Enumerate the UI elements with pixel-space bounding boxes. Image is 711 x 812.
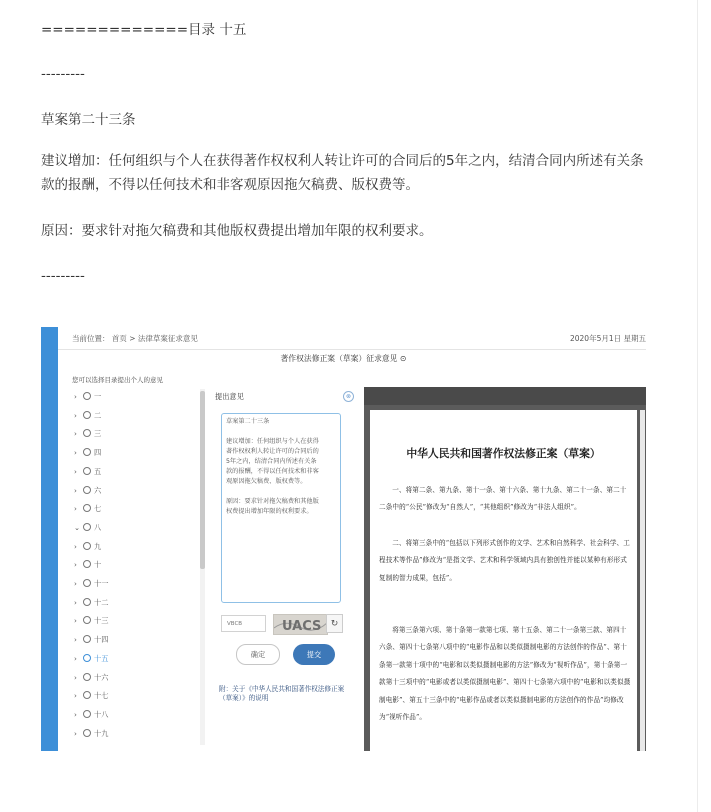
comment-icon	[83, 654, 91, 662]
tree-item[interactable]	[74, 710, 108, 720]
viewer-toolbar	[364, 387, 646, 405]
comment-icon	[83, 429, 91, 437]
chevron-right-icon[interactable]: ›	[74, 392, 77, 401]
top-bar	[58, 327, 646, 350]
suggestion-paragraph: 建议增加：任何组织与个人在获得著作权权利人转让许可的合同后的5年之内，结清合同内所述有关条款的报酬，不得以任何技术和非客观原因拖欠稿费、版权费等。	[41, 153, 644, 193]
chevron-right-icon[interactable]: ›	[74, 709, 77, 719]
doc-paragraph-3: 将第三条第六项、第十条第一款第七项、第十五条、第二十一条第三款、第四十六条、第四十七条第八项中的“电影作品和以类似摄制电影的方法创作的作品”、第十条第一款第十项中的“电影和以类似摄制电影的方法”修改为“视听作品”，第十条第一款第十三项中的“电影或者以类似摄制电影”、第四十七条第六项中的“电影和以类似摄制电影”、第五十三条中的“电影作品或者以类似摄制电影的方法创作的作品”均修改为“视听作品”。	[379, 626, 631, 722]
comment-icon	[83, 560, 91, 568]
tree-item-label: 十	[94, 560, 102, 570]
captcha-image	[273, 614, 328, 635]
comment-icon	[83, 392, 91, 400]
tree-item[interactable]	[74, 579, 108, 589]
tree-item[interactable]	[74, 635, 108, 645]
select-hint: 您可以选择目录提出个人的意见	[72, 376, 163, 384]
reason-paragraph: 原因：要求针对拖欠稿费和其他版权费提出增加年限的权利要求。	[41, 223, 433, 239]
tree-item[interactable]	[74, 486, 101, 496]
tree-item-label: 十四	[94, 635, 109, 645]
tree-item-label: 六	[94, 485, 102, 495]
comment-icon	[83, 448, 91, 456]
comment-icon	[83, 504, 91, 512]
tree-item[interactable]	[74, 560, 101, 570]
tree-item[interactable]	[74, 523, 101, 533]
textarea-line: 款的报酬，不得以任何技术和非客	[226, 468, 319, 475]
tree-item-label: 十二	[94, 597, 109, 607]
tree-item[interactable]	[74, 691, 108, 701]
doc-paragraph-1: 一、将第二条、第九条、第十一条、第十六条、第十九条、第二十一条、第二十二条中的“公民”修改为“自然人”，“其他组织”修改为“非法人组织”。	[379, 486, 627, 512]
tree-item[interactable]	[74, 654, 108, 664]
comment-icon	[83, 542, 91, 550]
document-page	[370, 410, 637, 751]
comment-icon	[83, 635, 91, 643]
refresh-icon[interactable]: ↻	[326, 614, 343, 633]
separator-bottom: ---------	[41, 268, 85, 284]
textarea-line: 著作权权利人转让许可的合同后的	[226, 448, 319, 455]
textarea-line	[226, 427, 336, 437]
page-title: 著作权法修正案（草案）征求意见 ⊙	[280, 354, 407, 363]
tree-item[interactable]	[74, 411, 101, 421]
textarea-line: 观原因拖欠稿费、版权费等。	[226, 478, 307, 485]
page-right-border	[697, 0, 698, 812]
tree-item-label: 一	[94, 392, 102, 401]
comment-icon	[83, 467, 91, 475]
tree-item[interactable]	[74, 616, 108, 626]
tree-item-label: 九	[94, 541, 102, 551]
textarea-line: 建议增加：任何组织与个人在获得	[226, 438, 319, 445]
textarea-line: 草案第二十三条	[226, 418, 270, 425]
textarea-line: 5年之内，结清合同内所述有关条	[226, 458, 317, 465]
comment-icon	[83, 729, 91, 737]
textarea-line: 原因：要求针对拖欠稿费和其他版	[226, 498, 319, 505]
chevron-right-icon[interactable]: ›	[74, 691, 77, 701]
breadcrumb[interactable]: 当前位置： 首页 > 法律草案征求意见	[72, 334, 198, 343]
chevron-right-icon[interactable]: ›	[74, 560, 77, 570]
tree-item[interactable]	[74, 504, 101, 514]
tree-item[interactable]	[74, 392, 101, 402]
tree-item-label: 八	[94, 522, 102, 532]
tree-item[interactable]	[74, 448, 101, 458]
comment-icon	[83, 523, 91, 531]
chevron-right-icon[interactable]: ›	[74, 504, 77, 514]
confirm-button[interactable]: 确定	[236, 644, 280, 665]
chevron-right-icon[interactable]: ›	[74, 728, 77, 738]
chapter-tree	[58, 387, 208, 751]
tree-item[interactable]	[74, 467, 101, 477]
tree-item-label: 十五	[94, 653, 109, 663]
chevron-right-icon[interactable]: ›	[74, 429, 77, 439]
captcha-text: UACS	[282, 619, 322, 634]
comment-icon	[83, 710, 91, 718]
chevron-right-icon[interactable]: ›	[74, 579, 77, 588]
chevron-right-icon[interactable]: ›	[74, 541, 77, 551]
chevron-right-icon[interactable]: ›	[74, 485, 77, 495]
section-title: 草案第二十三条	[41, 112, 136, 128]
tree-item[interactable]	[74, 729, 108, 739]
explanation-link[interactable]: 附：关于《中华人民共和国著作权法修正案（草案）》的说明	[219, 685, 345, 702]
doc-paragraph-2: 二、将第三条中的“包括以下列形式创作的文学、艺术和自然科学、社会科学、工程技术等作品”修改为“是指文学、艺术和科学领域内具有独创性并能以某种有形形式复制的智力成果，包括”。	[379, 539, 630, 582]
tree-item-label: 四	[94, 448, 102, 458]
tree-item[interactable]	[74, 598, 108, 608]
comment-icon	[83, 691, 91, 699]
chevron-right-icon[interactable]: ›	[74, 635, 77, 645]
panel-title: 提出意见	[215, 392, 244, 401]
comment-icon	[83, 673, 91, 681]
tree-item-label: 十一	[94, 579, 109, 588]
tree-item-label: 三	[94, 429, 102, 439]
comment-icon	[83, 486, 91, 494]
textarea-line: 权费提出增加年限的权利要求。	[226, 508, 313, 515]
textarea-line	[226, 487, 336, 497]
chevron-right-icon[interactable]: ›	[74, 653, 77, 663]
tree-item-label: 五	[94, 466, 102, 476]
tree-item-label: 十九	[94, 728, 109, 738]
chevron-down-icon[interactable]: ⌄	[74, 522, 81, 532]
tree-item-label: 十七	[94, 691, 109, 701]
chevron-right-icon[interactable]: ›	[74, 410, 77, 420]
sidebar-strip	[41, 327, 58, 751]
chevron-right-icon[interactable]: ›	[74, 448, 77, 458]
tree-item-label: 七	[94, 504, 102, 514]
comment-icon	[83, 579, 91, 587]
captcha-input[interactable]: VBCB	[221, 615, 266, 632]
chevron-right-icon[interactable]: ›	[74, 616, 77, 626]
tree-item-label: 十六	[94, 672, 109, 682]
toc-line: =============目录 十五	[41, 22, 247, 38]
chevron-right-icon[interactable]: ›	[74, 597, 77, 607]
close-icon[interactable]: ⊗	[343, 391, 354, 402]
comment-icon	[83, 598, 91, 606]
tree-item[interactable]	[74, 673, 108, 683]
document-title: 中华人民共和国著作权法修正案（草案）	[406, 447, 601, 460]
embedded-screenshot	[41, 327, 646, 751]
tree-item[interactable]	[74, 542, 101, 552]
chevron-right-icon[interactable]: ›	[74, 466, 77, 476]
tree-item-label: 十三	[94, 616, 109, 626]
comment-icon	[83, 616, 91, 624]
document-viewer	[364, 387, 646, 751]
viewer-scrollbar[interactable]	[640, 410, 645, 751]
comment-icon	[83, 411, 91, 419]
date-label: 2020年5月1日 星期五	[569, 334, 646, 343]
tree-item-label: 十八	[94, 709, 109, 719]
chevron-right-icon[interactable]: ›	[74, 672, 77, 682]
submit-button[interactable]: 提交	[293, 644, 335, 665]
comment-textarea[interactable]	[221, 413, 341, 603]
tree-scrollbar-thumb[interactable]	[200, 391, 205, 569]
comment-panel	[212, 387, 357, 751]
separator-top: ---------	[41, 66, 85, 82]
tree-item[interactable]	[74, 429, 101, 439]
tree-item-label: 二	[94, 410, 102, 420]
